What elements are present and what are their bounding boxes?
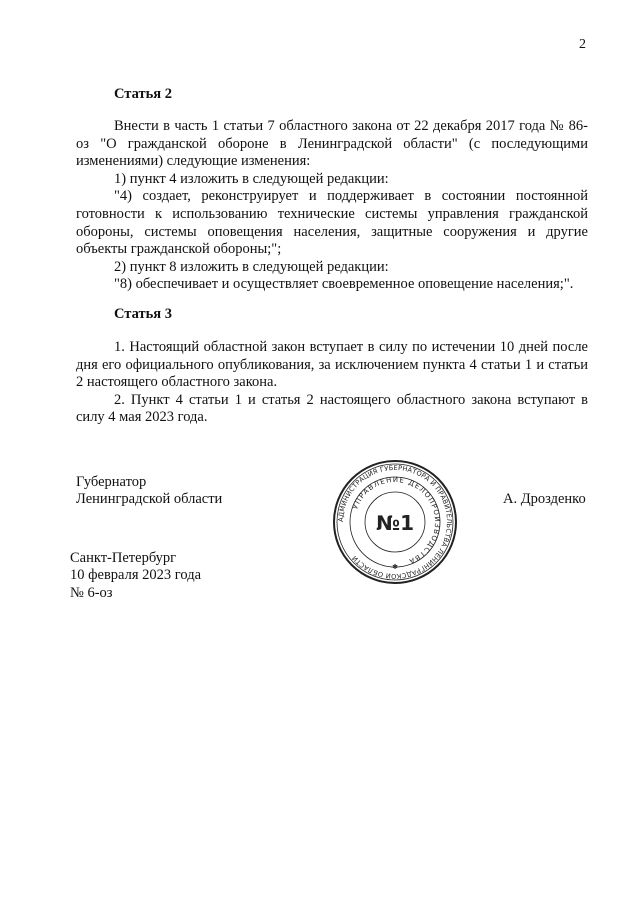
article-2-item1-lead: 1) пункт 4 изложить в следующей редакции: bbox=[114, 170, 389, 187]
article-2-item1-text: "4) создает, реконструирует и поддерживает в состоянии постоянной готовности к использованию технические системы управления гражданской обороны, системы оповещения населения, защитные сооружения и другие объекты гражданской обороны;"; bbox=[76, 188, 588, 258]
article-2-item2-lead: 2) пункт 8 изложить в следующей редакции: bbox=[114, 258, 389, 275]
signature-position-line1: Губернатор bbox=[76, 474, 147, 490]
official-stamp bbox=[330, 460, 460, 585]
article-2-heading: Статья 2 bbox=[114, 86, 172, 102]
signature-position-line2: Ленинградской области bbox=[76, 491, 223, 507]
law-number: № 6-оз bbox=[70, 585, 113, 601]
article-2-body bbox=[76, 118, 588, 294]
svg-text:УПРАВЛЕНИЕ ДЕЛОПРОИЗВОДСТВА: УПРАВЛЕНИЕ ДЕЛОПРОИЗВОДСТВА bbox=[351, 475, 442, 566]
signatory-name: А. Дрозденко bbox=[503, 491, 586, 507]
article-3-heading: Статья 3 bbox=[114, 306, 172, 322]
article-3-paragraph-1: 1. Настоящий областной закон вступает в силу по истечении 10 дней после дня его официального опубликования, за исключением пункта 4 статьи 1 и статьи 2 настоящего областного закона. bbox=[76, 339, 588, 391]
stamp-number: №1 bbox=[376, 511, 414, 535]
article-3-paragraph-2: 2. Пункт 4 статьи 1 и статья 2 настоящего областного закона вступают в силу 4 мая 2023 года. bbox=[76, 391, 588, 426]
page-number: 2 bbox=[579, 37, 586, 52]
signing-date: 10 февраля 2023 года bbox=[70, 567, 202, 583]
svg-text:✱: ✱ bbox=[392, 563, 398, 571]
article-3-body bbox=[76, 339, 588, 427]
stamp-seal-icon bbox=[330, 460, 460, 585]
signing-city: Санкт-Петербург bbox=[70, 550, 177, 566]
article-2-intro: Внести в часть 1 статьи 7 областного закона от 22 декабря 2017 года № 86-оз "О гражданской обороне в Ленинградской области" (с последующими изменениями) следующие изменения: bbox=[76, 118, 588, 170]
article-2-item2-text: "8) обеспечивает и осуществляет своевременное оповещение населения;". bbox=[114, 276, 574, 293]
svg-text:АДМИНИСТРАЦИЯ ГУБЕРНАТОРА И ПР: АДМИНИСТРАЦИЯ ГУБЕРНАТОРА И ПРАВИТЕЛЬСТВА ЛЕНИНГРАДСКОЙ ОБЛАСТИ bbox=[336, 463, 454, 581]
